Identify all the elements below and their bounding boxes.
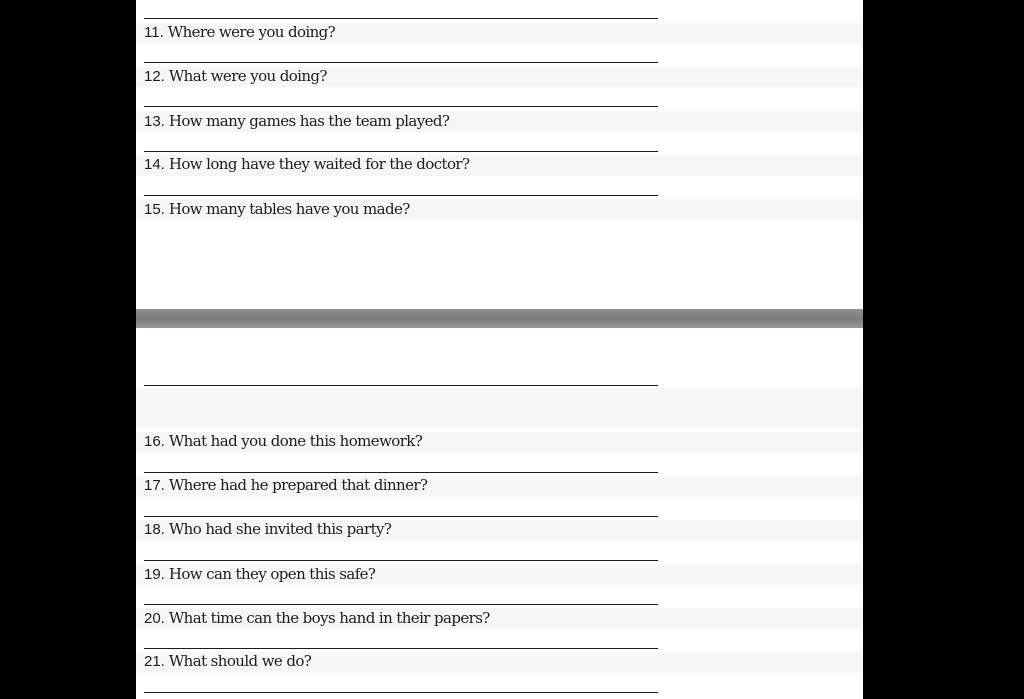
question-text: How many tables have you made?: [168, 200, 410, 218]
question-18: [144, 520, 391, 539]
answer-line: [144, 560, 658, 561]
question-number: 18.: [144, 521, 165, 538]
answer-line: [144, 648, 658, 649]
question-number: 14.: [144, 156, 165, 173]
question-text: Where had he prepared that dinner?: [168, 476, 428, 494]
question-14: [144, 155, 469, 174]
question-number: 13.: [144, 113, 165, 130]
question-text: Who had she invited this party?: [168, 520, 392, 538]
question-number: 17.: [144, 477, 165, 494]
answer-line: [144, 195, 658, 196]
question-text: What were you doing?: [168, 67, 327, 85]
document-page-lower[interactable]: [136, 328, 863, 699]
question-13: [144, 112, 449, 131]
question-number: 15.: [144, 201, 165, 218]
question-text: Where were you doing?: [167, 23, 336, 41]
question-text: How long have they waited for the doctor?: [168, 155, 470, 173]
question-number: 21.: [144, 653, 165, 670]
question-number: 16.: [144, 433, 165, 450]
question-11: [144, 23, 335, 42]
question-text: What should we do?: [168, 652, 312, 670]
line-band: [136, 388, 863, 428]
question-16: [144, 432, 422, 451]
question-19: [144, 565, 375, 584]
answer-line: [144, 516, 658, 517]
question-12: [144, 67, 327, 86]
question-20: [144, 609, 490, 628]
answer-line: [144, 472, 658, 473]
answer-line: [144, 151, 658, 152]
answer-line: [144, 385, 658, 386]
question-text: What had you done this homework?: [168, 432, 423, 450]
question-number: 20.: [144, 610, 165, 627]
question-number: 12.: [144, 68, 165, 85]
question-17: [144, 476, 427, 495]
answer-line: [144, 604, 658, 605]
page-separator: [136, 309, 863, 328]
answer-line: [144, 62, 658, 63]
answer-line: [144, 692, 658, 693]
question-text: How many games has the team played?: [168, 112, 450, 130]
question-number: 11.: [144, 24, 164, 41]
question-text: What time can the boys hand in their papers?: [168, 609, 490, 627]
question-15: [144, 200, 410, 219]
question-number: 19.: [144, 566, 165, 583]
answer-line: [144, 106, 658, 107]
question-21: [144, 652, 311, 671]
document-page-upper[interactable]: [136, 0, 863, 309]
answer-line: [144, 18, 658, 19]
question-text: How can they open this safe?: [168, 565, 376, 583]
